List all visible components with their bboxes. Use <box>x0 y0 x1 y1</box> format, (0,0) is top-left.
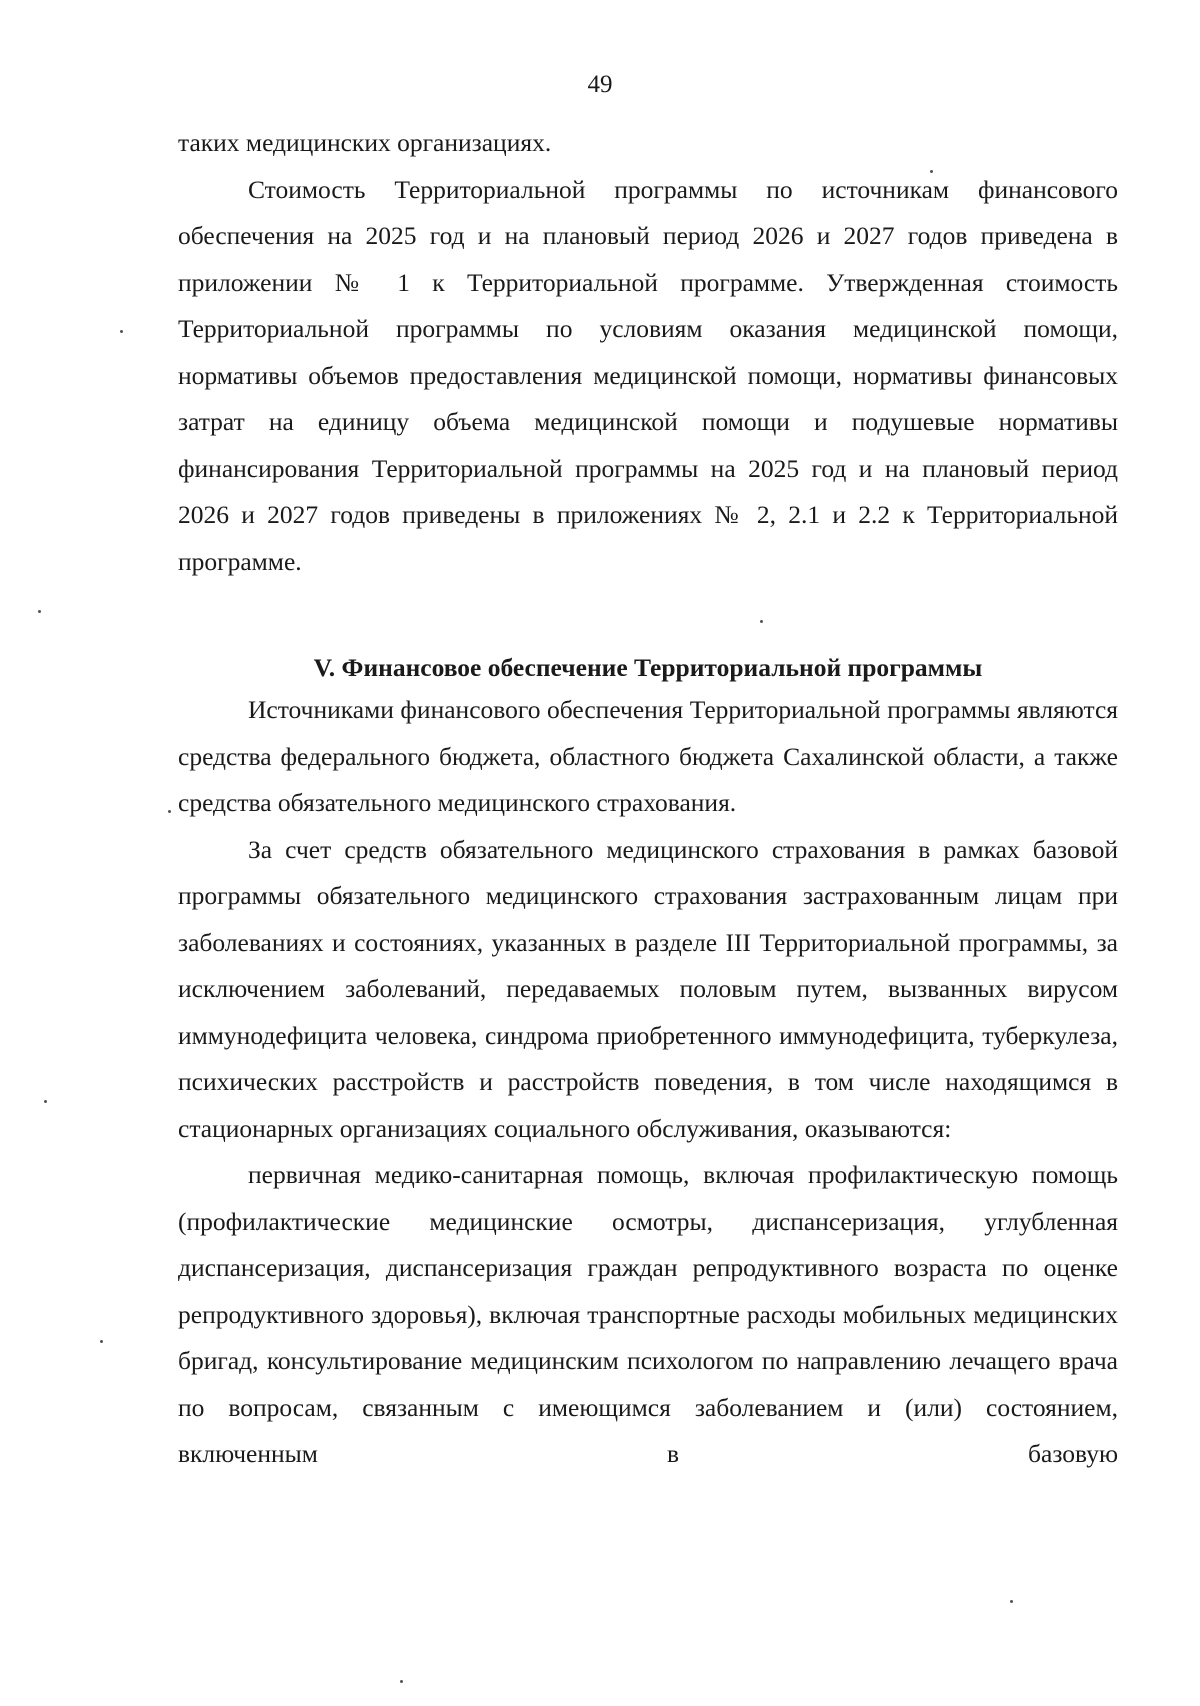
scan-speck <box>168 810 171 813</box>
scan-speck <box>1010 1600 1013 1603</box>
scan-speck <box>120 330 123 333</box>
scan-speck <box>44 1100 47 1103</box>
paragraph-primary-care: первичная медико-санитарная помощь, включая профилактическую помощь (профилактические медицинские осмотры, диспансеризация, углубленная диспансеризация, диспансеризация граждан репродуктивного возраста по оценке репродуктивного здоровья), включая транспортные расходы мобильных медицинских бригад, консультирование медицинским психологом по направлению лечащего врача по вопросам, связанным с имеющимся заболеванием и (или) состоянием, включенным в базовую <box>178 1160 1118 1468</box>
section-v-body <box>178 687 1118 1478</box>
scan-speck <box>400 1680 403 1683</box>
scan-speck <box>38 610 41 613</box>
continuation-line: таких медицинских организациях. <box>178 128 552 157</box>
scan-speck <box>930 170 933 173</box>
paragraph-oms: За счет средств обязательного медицинского страхования в рамках базовой программы обязательного медицинского страхования застрахованным лицам при заболеваниях и состояниях, указанных в разделе III Территориальной программы, за исключением заболеваний, передаваемых половым путем, вызванных вирусом иммунодефицита человека, синдрома приобретенного иммунодефицита, туберкулеза, психических расстройств и расстройств поведения, в том числе находящимся в стационарных организациях социального обслуживания, оказываются: <box>178 834 1118 1143</box>
section-heading: V. Финансовое обеспечение Территориальной программы <box>313 653 983 682</box>
paragraph-funding-sources: Источниками финансового обеспечения Территориальной программы являются средства федерального бюджета, областного бюджета Сахалинской области, а также средства обязательного медицинского страхования. <box>178 695 1118 817</box>
page-number: 49 <box>587 71 613 98</box>
scan-speck <box>100 1340 103 1343</box>
section-iv-tail <box>178 120 1118 585</box>
paragraph-cost: Стоимость Территориальной программы по источникам финансового обеспечения на 2025 год и на плановый период 2026 и 2027 годов приведена в приложении № 1 к Территориальной программе. Утвержденная стоимость Территориальной программы по условиям оказания медицинской помощи, нормативы объемов предоставления медицинской помощи, нормативы финансовых затрат на единицу объема медицинской помощи и подушевые нормативы финансирования Территориальной программы на 2025 год и на плановый период 2026 и 2027 годов приведены в приложениях № 2, 2.1 и 2.2 к Территориальной программе. <box>178 174 1118 576</box>
scan-speck <box>760 620 763 623</box>
